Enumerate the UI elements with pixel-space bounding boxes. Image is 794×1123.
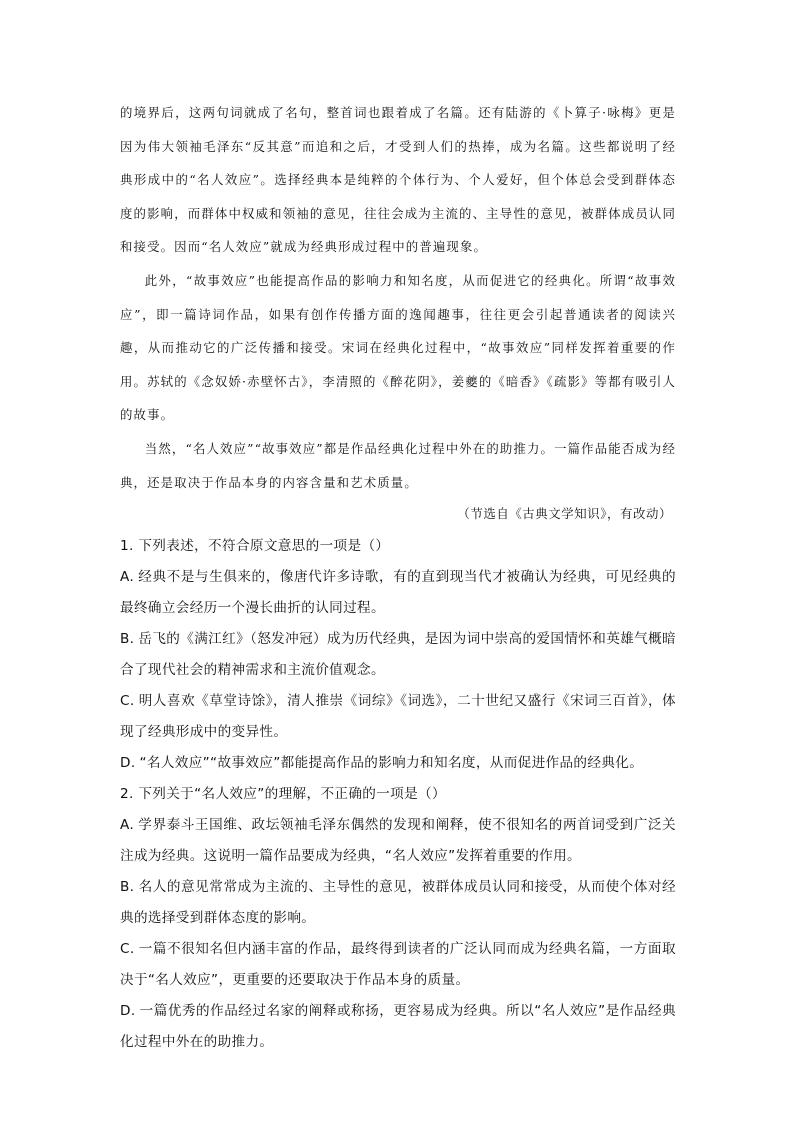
passage-paragraph-1: 的境界后，这两句词就成了名句，整首词也跟着成了名篇。还有陆游的《卜算子·咏梅》更是因为伟大领袖毛泽东“反其意”而追和之后，才受到人们的热捧，成为名篇。这些都说明了经典形成中的“名人效应”。选择经典本是纯粹的个体行为、个人爱好，但个体总会受到群体态度的影响，而群体中权威和领袖的意见，往往会成为主流的、主导性的意见，被群体成员认同和接受。因而“名人效应”就成为经典形成过程中的普遍现象。: [120, 105, 676, 255]
option-text: 岳飞的《满江红》（怒发冲冠）成为历代经典，是因为词中崇高的爱国情怀和英雄气概暗合了现代社会的精神需求和主流价值观念。: [120, 631, 676, 679]
passage-paragraph-3: 当然，“名人效应”“故事效应”都是作品经典化过程中外在的助推力。一篇作品能否成为经典，还是取决于作品本身的内容含量和艺术质量。: [120, 440, 676, 490]
option-letter: B.: [120, 879, 135, 896]
option-letter: C.: [120, 693, 135, 710]
option-letter: B.: [120, 631, 135, 648]
option-letter: D.: [120, 755, 136, 772]
option-letter: A.: [120, 569, 135, 586]
option-letter: A.: [120, 817, 135, 834]
option-text: “名人效应”“故事效应”都能提高作品的影响力和知名度，从而促进作品的经典化。: [139, 755, 644, 772]
question-2-stem: 2. 下列关于“名人效应”的理解，不正确的一项是（）: [120, 786, 446, 803]
question-1: [120, 531, 676, 779]
question-1-stem: 1. 下列表述，不符合原文意思的一项是（）: [120, 538, 390, 555]
question-2: [120, 779, 676, 1058]
question-2-option-b: [120, 872, 676, 934]
question-1-option-c: [120, 686, 676, 748]
questions-section: [120, 531, 676, 1058]
question-1-option-a: [120, 562, 676, 624]
page-content: [120, 96, 676, 1058]
option-letter: D.: [120, 1003, 136, 1020]
option-text: 一篇不很知名但内涵丰富的作品，最终得到读者的广泛认同而成为经典名篇，一方面取决于“名人效应”，更重要的还要取决于作品本身的质量。: [120, 941, 676, 989]
passage-paragraph-2: 此外，“故事效应”也能提高作品的影响力和知名度，从而促进它的经典化。所谓“故事效应”，即一篇诗词作品，如果有创作传播方面的逸闻趣事，往往更会引起普通读者的阅读兴趣，从而推动它的广泛传播和接受。宋词在经典化过程中，“故事效应”同样发挥着重要的作用。苏轼的《念奴娇·赤壁怀古》，李清照的《醉花阴》，姜夔的《暗香》《疏影》等都有吸引人的故事。: [120, 272, 676, 423]
option-text: 一篇优秀的作品经过名家的阐释或称扬，更容易成为经典。所以“名人效应”是作品经典化过程中外在的助推力。: [120, 1003, 676, 1051]
passage-source: （节选自《古典文学知识》，有改动）: [457, 506, 672, 522]
option-letter: C.: [120, 941, 135, 958]
option-text: 明人喜欢《草堂诗馀》，清人推崇《词综》《词选》，二十世纪又盛行《宋词三百首》，体现了经典形成中的变异性。: [120, 693, 676, 741]
question-2-option-a: [120, 810, 676, 872]
option-text: 名人的意见常常成为主流的、主导性的意见，被群体成员认同和接受，从而使个体对经典的选择受到群体态度的影响。: [120, 879, 676, 927]
question-2-option-c: [120, 934, 676, 996]
question-1-option-b: [120, 624, 676, 686]
reading-passage: [120, 96, 676, 529]
question-2-option-d: [120, 996, 676, 1058]
option-text: 经典不是与生俱来的，像唐代许多诗歌，有的直到现当代才被确认为经典，可见经典的最终确立会经历一个漫长曲折的认同过程。: [120, 569, 676, 617]
question-1-option-d: [120, 748, 676, 779]
option-text: 学界泰斗王国维、政坛领袖毛泽东偶然的发现和阐释，使不很知名的两首词受到广泛关注成为经典。这说明一篇作品要成为经典，“名人效应”发挥着重要的作用。: [120, 817, 676, 865]
